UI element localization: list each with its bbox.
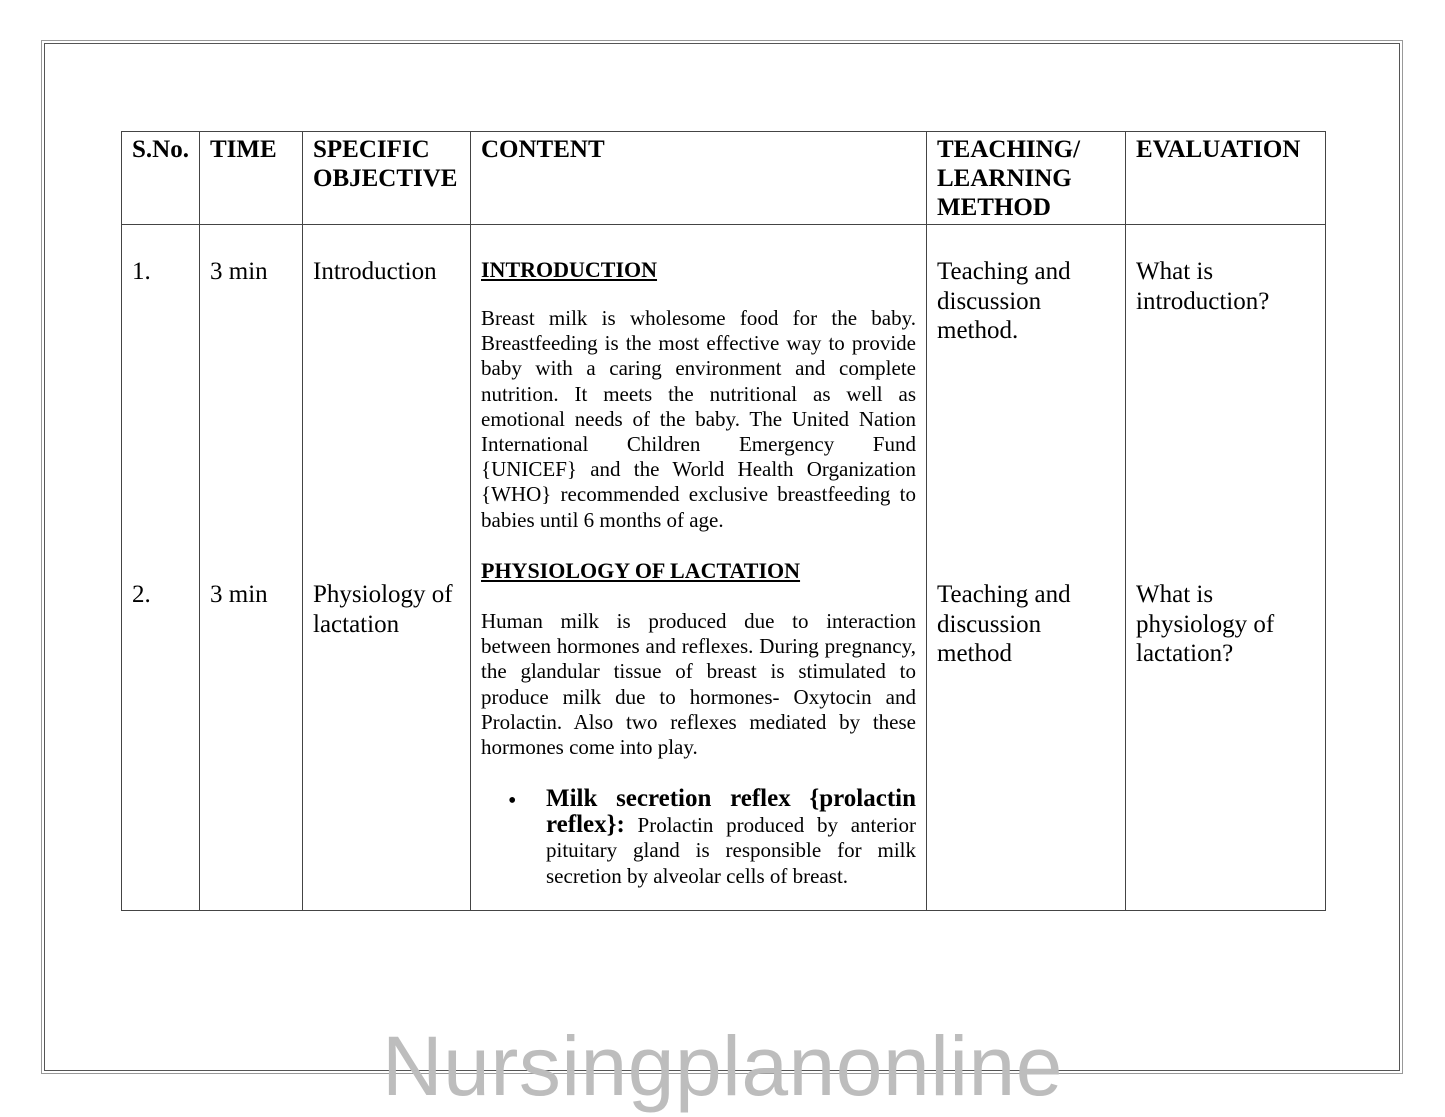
- header-method: TEACHING/ LEARNING METHOD: [927, 132, 1126, 225]
- bullet-title: Milk secretion reflex {prolactin reflex}:: [546, 785, 916, 839]
- time-2: 3 min: [210, 581, 268, 608]
- evaluation-1: What is introduction?: [1136, 258, 1270, 315]
- time-1: 3 min: [210, 258, 268, 285]
- sno-1: 1.: [132, 258, 151, 285]
- watermark: Nursingplanonline: [382, 1019, 1063, 1113]
- bullet-text: Prolactin produced by anterior pituitary gland is responsible for milk secretion by alveolar cells of breast.: [546, 813, 917, 888]
- evaluation-cell: [1126, 225, 1326, 911]
- content-text-physiology: Human milk is produced due to interaction between hormones and reflexes. During pregnancy, the glandular tissue of breast is stimulated to produce milk due to hormones- Oxytocin and Prolactin. Also two reflexes mediated by these hormones come into play.: [481, 609, 916, 760]
- method-2: Teaching and discussion method: [937, 581, 1071, 667]
- header-row: [122, 132, 1326, 225]
- lesson-plan-table: [121, 131, 1326, 911]
- method-cell: [927, 225, 1126, 911]
- header-evaluation: EVALUATION: [1126, 132, 1326, 225]
- header-sno: S.No.: [122, 132, 200, 225]
- evaluation-2: What is physiology of lactation?: [1136, 581, 1275, 667]
- objective-1: Introduction: [313, 258, 437, 285]
- objective-2: Physiology of lactation: [313, 581, 453, 638]
- header-time: TIME: [200, 132, 303, 225]
- objective-cell: [303, 225, 471, 911]
- header-objective: SPECIFIC OBJECTIVE: [303, 132, 471, 225]
- table-row: [122, 225, 1326, 911]
- content-heading-introduction: INTRODUCTION: [481, 257, 658, 282]
- header-content: CONTENT: [471, 132, 927, 225]
- time-cell: [200, 225, 303, 911]
- list-item: [508, 785, 917, 889]
- sno-2: 2.: [132, 581, 151, 608]
- content-cell: [471, 225, 927, 911]
- content-text-introduction: Breast milk is wholesome food for the baby. Breastfeeding is the most effective way to provide baby with a caring environment and complete nutrition. It meets the nutritional as well as emotional needs of the baby. The United Nation International Children Emergency Fund {UNICEF} and the World Health Organization {WHO} recommended exclusive breastfeeding to babies until 6 months of age.: [481, 306, 916, 532]
- sno-cell: [122, 225, 200, 911]
- method-1: Teaching and discussion method.: [937, 258, 1071, 344]
- bullet-icon: •: [508, 788, 517, 814]
- content-heading-physiology: PHYSIOLOGY OF LACTATION: [481, 558, 801, 583]
